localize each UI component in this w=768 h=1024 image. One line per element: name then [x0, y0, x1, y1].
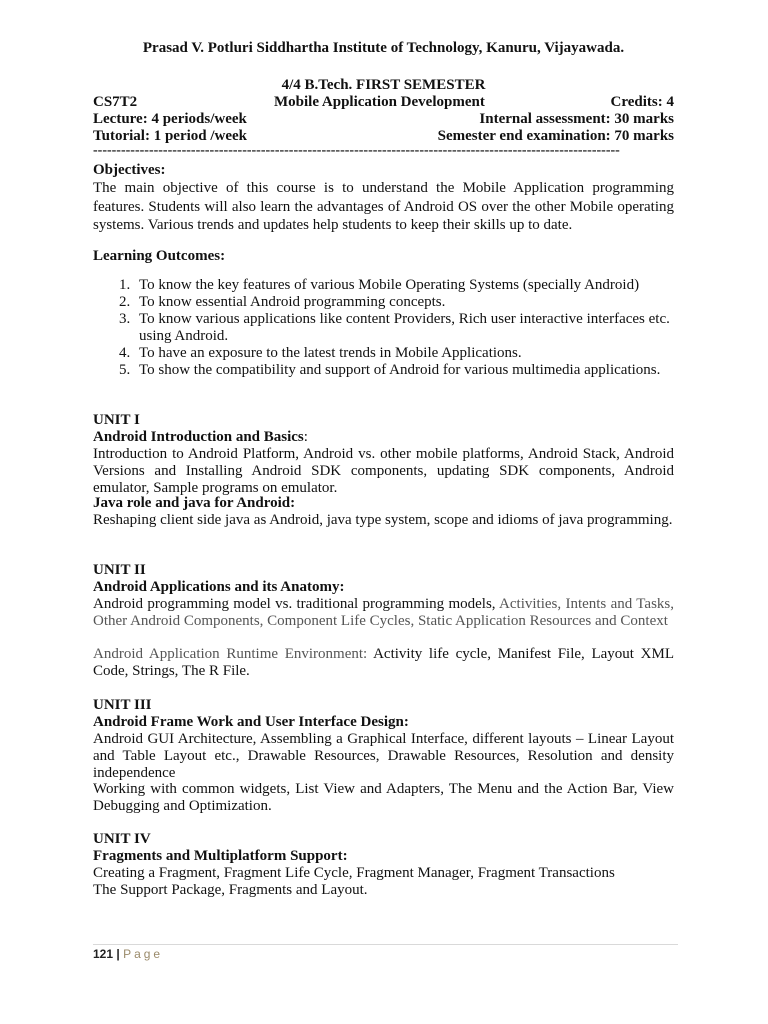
- unit1-text-2: Reshaping client side java as Android, java type system, scope and idioms of java programming.: [93, 512, 673, 528]
- divider-line: -----------------------------------------------------------------------------------------------------------------: [93, 143, 620, 158]
- page-footer: [93, 947, 163, 961]
- footer-separator: |: [113, 947, 124, 961]
- list-item: 5. To show the compatibility and support of Android for various multimedia applications.: [119, 362, 661, 378]
- unit1-heading-1: Android Introduction and Basics:: [93, 429, 308, 445]
- unit1-text-1: Introduction to Android Platform, Android vs. other mobile platforms, Android Stack, Android Versions and Installing Android SDK components, updating SDK components, Android emulator, Sample programs on emulator.: [93, 446, 674, 496]
- unit1-title: UNIT I: [93, 412, 140, 428]
- list-item: 2. To know essential Android programming concepts.: [119, 294, 446, 310]
- course-title: Mobile Application Development: [274, 94, 485, 110]
- unit2-text-2: Android Application Runtime Environment: Activity life cycle, Manifest File, Layout XML Code, Strings, The R File.: [93, 646, 674, 679]
- outcomes-list: [93, 277, 674, 379]
- unit4-text-2: The Support Package, Fragments and Layout.: [93, 882, 368, 898]
- credits: Credits: 4: [610, 94, 674, 110]
- lecture-periods: Lecture: 4 periods/week: [93, 111, 247, 127]
- objectives-heading: Objectives:: [93, 162, 166, 178]
- list-item: 1. To know the key features of various Mobile Operating Systems (specially Android): [119, 277, 640, 293]
- unit3-heading-1: Android Frame Work and User Interface Design:: [93, 714, 409, 730]
- list-item: 4. To have an exposure to the latest trends in Mobile Applications.: [119, 345, 522, 361]
- unit3-text-1: Android GUI Architecture, Assembling a Graphical Interface, different layouts – Linear Layout and Table Layout etc., Drawable Resources, Drawable Resources, Resolution and density independence: [93, 731, 674, 781]
- unit3-text-2: Working with common widgets, List View and Adapters, The Menu and the Action Bar, View Debugging and Optimization.: [93, 781, 674, 814]
- unit2-title: UNIT II: [93, 562, 146, 578]
- unit2-text-1: Android programming model vs. traditional programming models, Activities, Intents and Tasks, Other Android Components, Component Life Cycles, Static Application Resources and Context: [93, 596, 674, 629]
- institute-name: Prasad V. Potluri Siddhartha Institute of Technology, Kanuru, Vijayawada.: [142, 40, 625, 56]
- unit1-heading-2: Java role and java for Android:: [93, 495, 296, 511]
- outcomes-heading: Learning Outcomes:: [93, 248, 226, 264]
- list-item: 3. To know various applications like content Providers, Rich user interactive interfaces etc. using Android.: [119, 311, 670, 344]
- course-code: CS7T2: [93, 94, 138, 110]
- footer-divider: [93, 944, 678, 945]
- unit4-text-1: Creating a Fragment, Fragment Life Cycle, Fragment Manager, Fragment Transactions: [93, 865, 615, 881]
- tutorial-periods: Tutorial: 1 period /week: [93, 128, 248, 144]
- page-label: Page: [123, 947, 164, 961]
- page-number: 121: [93, 947, 114, 961]
- unit2-heading-1: Android Applications and its Anatomy:: [93, 579, 345, 595]
- semester-title: 4/4 B.Tech. FIRST SEMESTER: [281, 77, 486, 93]
- objectives-text: The main objective of this course is to understand the Mobile Application programming features. Students will also learn the advantages of Android OS over the other Mobile operating systems. Various trends and updates help students to keep their skills up to date.: [93, 180, 674, 233]
- unit4-heading-1: Fragments and Multiplatform Support:: [93, 848, 348, 864]
- semester-end-exam: Semester end examination: 70 marks: [437, 128, 674, 144]
- unit3-title: UNIT III: [93, 697, 152, 713]
- unit4-title: UNIT IV: [93, 831, 151, 847]
- internal-assessment: Internal assessment: 30 marks: [479, 111, 674, 127]
